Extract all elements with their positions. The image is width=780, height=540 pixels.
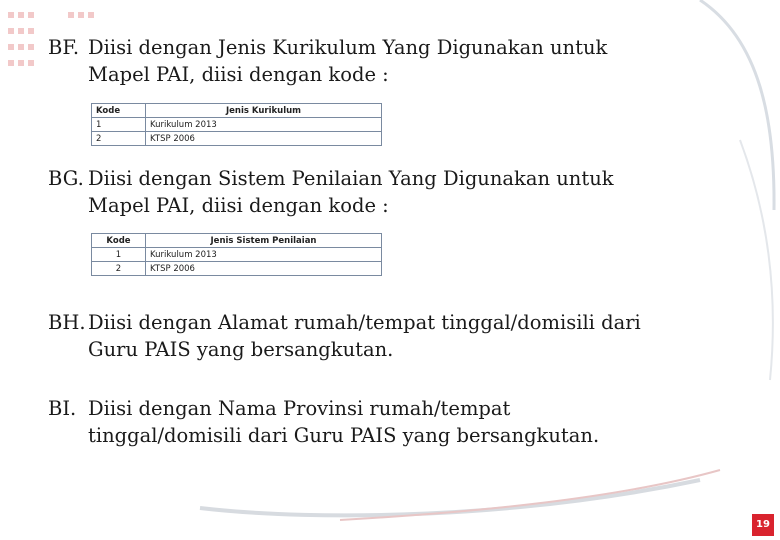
table-cell: 1: [92, 248, 146, 262]
table-header-kode: Kode: [92, 104, 146, 118]
item-label: BH.: [48, 311, 86, 334]
table-row: [92, 132, 382, 146]
item-label: BI.: [48, 397, 77, 420]
table-row: [92, 248, 382, 262]
table-cell: KTSP 2006: [146, 132, 382, 146]
table-cell: KTSP 2006: [146, 262, 382, 276]
table-cell: 2: [92, 262, 146, 276]
table-row: [92, 118, 382, 132]
table-header-row: [92, 104, 382, 118]
table-cell: 2: [92, 132, 146, 146]
table-header-jenis: Jenis Sistem Penilaian: [146, 234, 382, 248]
table-header-jenis: Jenis Kurikulum: [146, 104, 382, 118]
sistem-penilaian-code-table: [91, 233, 382, 276]
item-label: BF.: [48, 36, 80, 59]
table-cell: Kurikulum 2013: [146, 118, 382, 132]
item-text-line1: Diisi dengan Sistem Penilaian Yang Digunakan untuk: [88, 167, 614, 190]
item-text-line1: Diisi dengan Jenis Kurikulum Yang Digunakan untuk: [88, 36, 608, 59]
item-bi: [48, 395, 599, 449]
item-bf: [48, 34, 607, 88]
item-text-line1: Diisi dengan Nama Provinsi rumah/tempat: [88, 397, 511, 420]
table-header-row: [92, 234, 382, 248]
item-text-line2: Mapel PAI, diisi dengan kode :: [88, 63, 389, 86]
page-number-badge: 19: [752, 514, 774, 536]
table-header-kode: Kode: [92, 234, 146, 248]
table-cell: Kurikulum 2013: [146, 248, 382, 262]
item-text-line2: tinggal/domisili dari Guru PAIS yang bersangkutan.: [88, 424, 600, 447]
kurikulum-code-table: [91, 103, 382, 146]
item-bg: [48, 165, 614, 219]
table-row: [92, 262, 382, 276]
item-text-line2: Mapel PAI, diisi dengan kode :: [88, 194, 389, 217]
item-label: BG.: [48, 167, 84, 190]
item-text-line2: Guru PAIS yang bersangkutan.: [88, 338, 394, 361]
item-text-line1: Diisi dengan Alamat rumah/tempat tinggal/domisili dari: [88, 311, 641, 334]
item-bh: [48, 309, 641, 363]
table-cell: 1: [92, 118, 146, 132]
